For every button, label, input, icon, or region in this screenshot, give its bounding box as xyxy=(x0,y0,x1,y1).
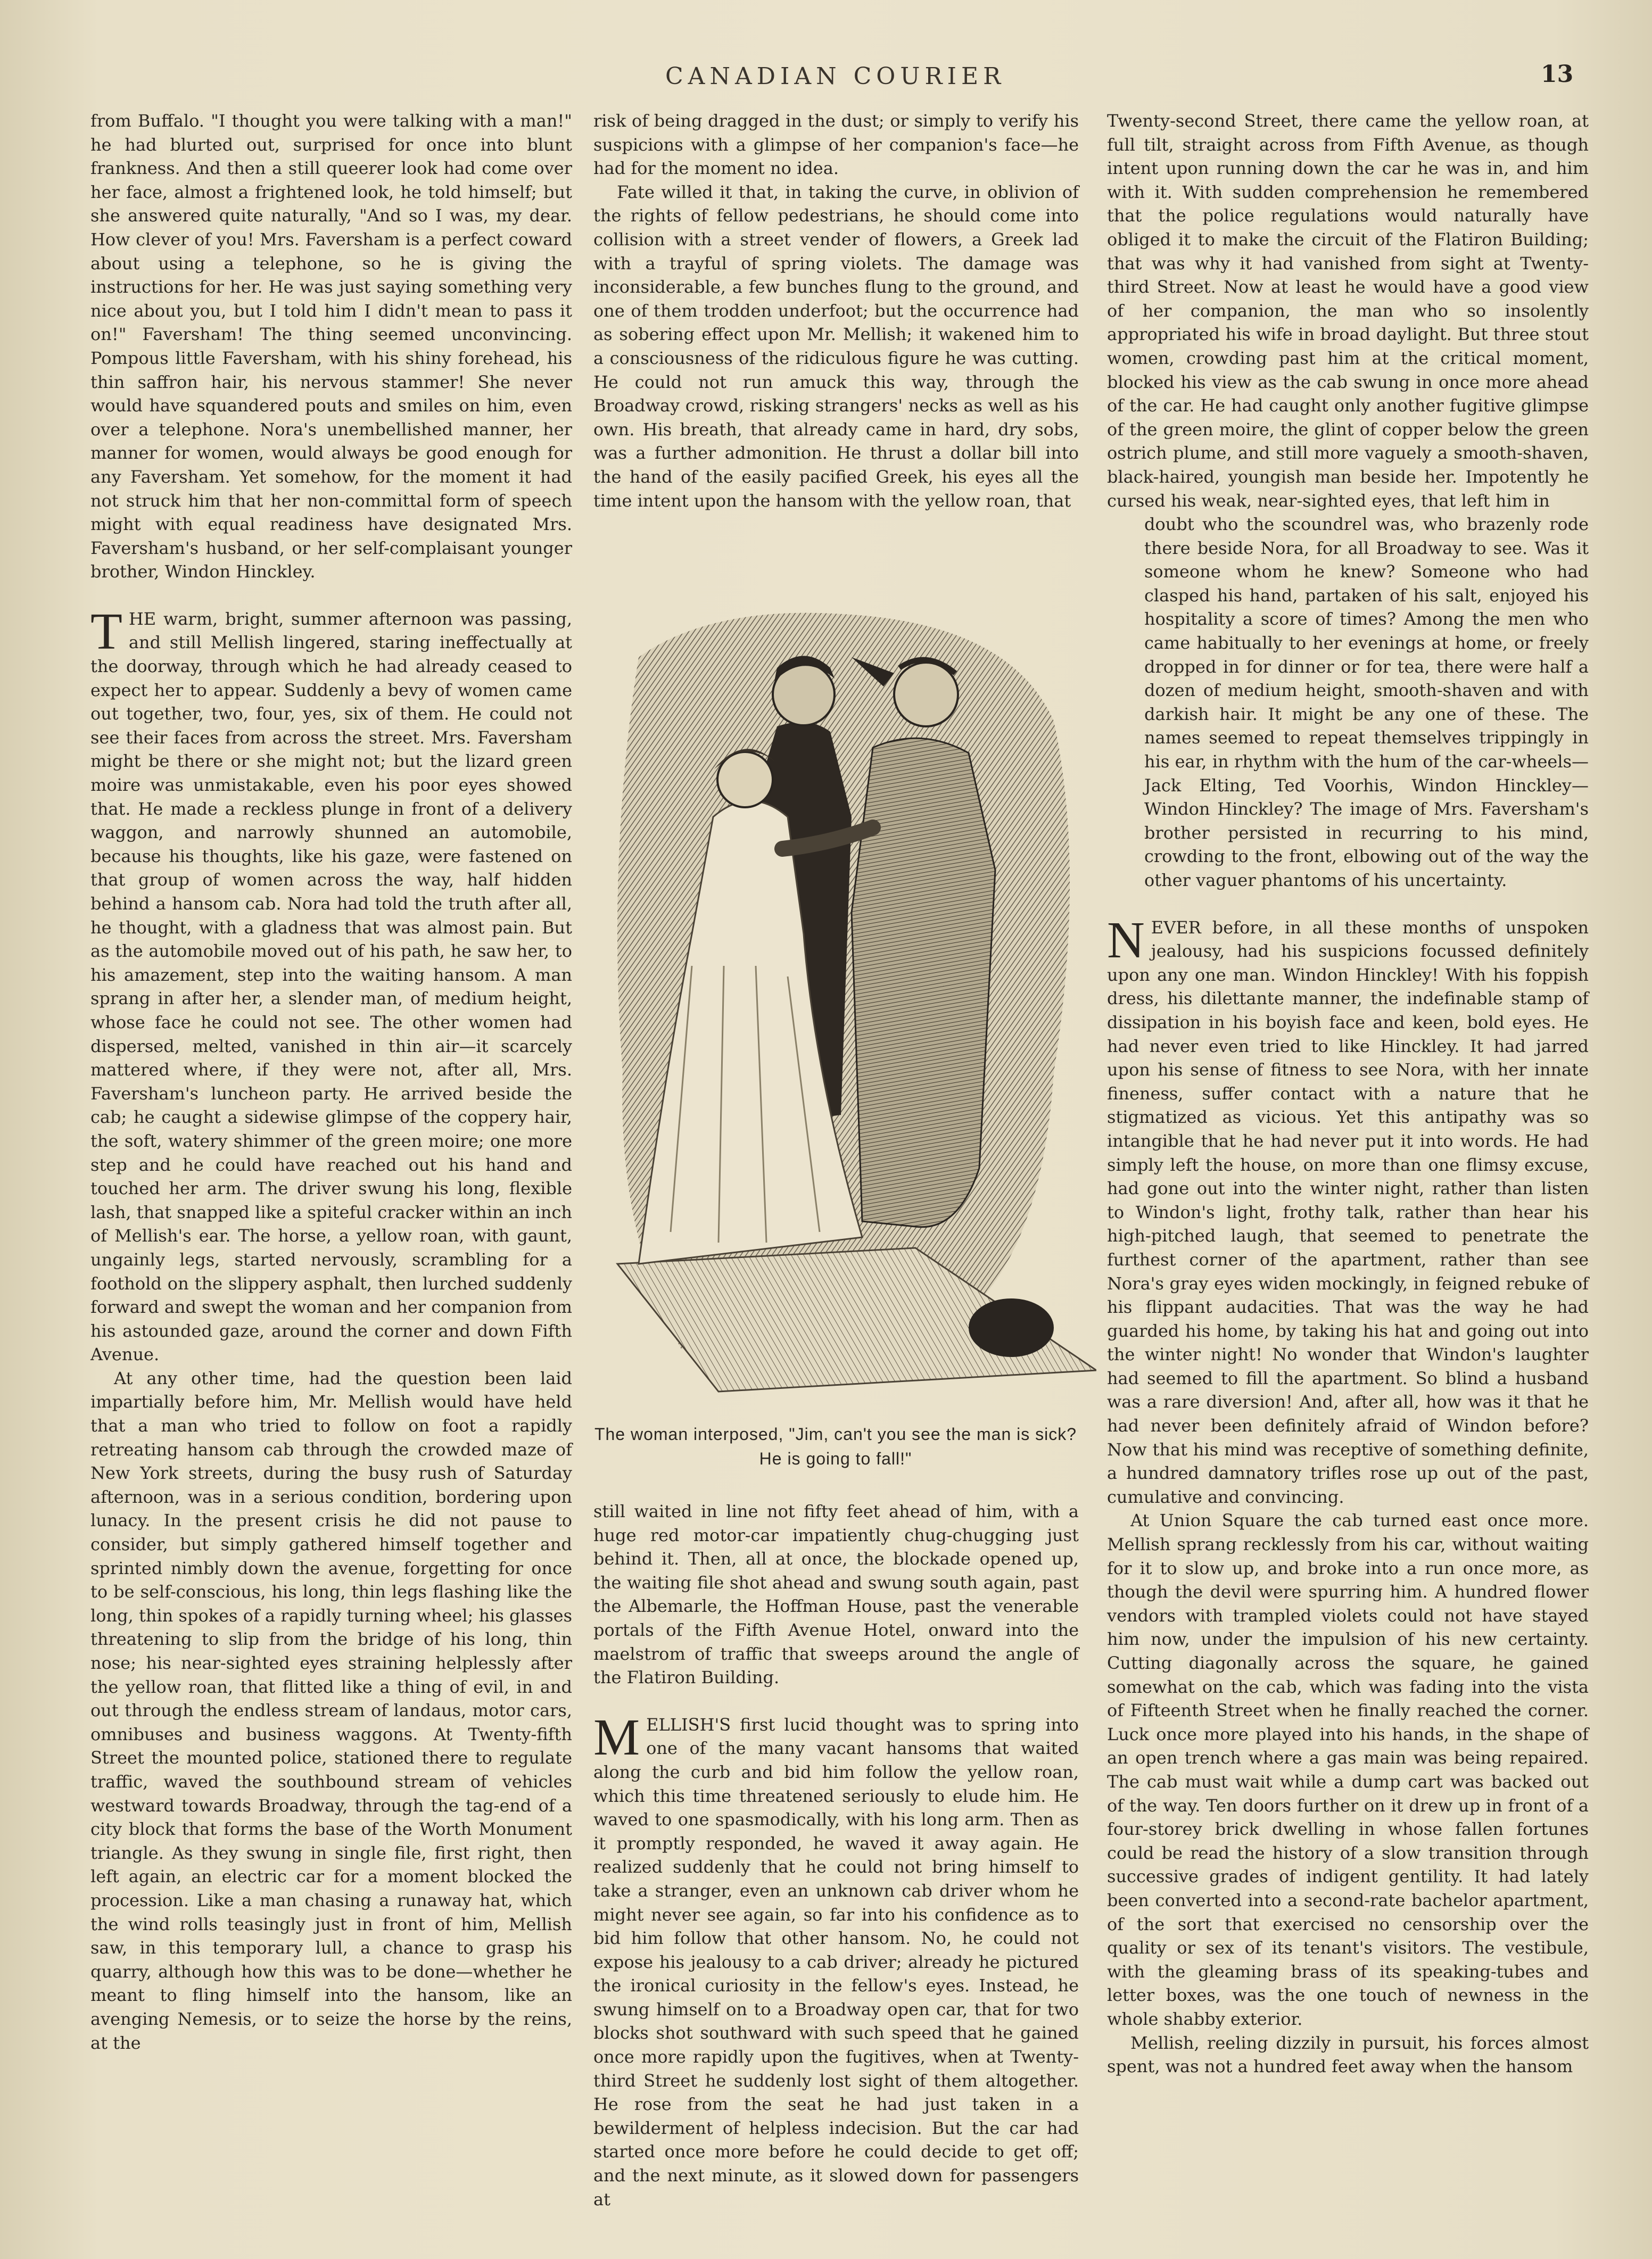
drop-cap: M xyxy=(593,1708,640,1766)
paragraph: Fate willed it that, in taking the curve, in oblivion of the rights of fellow pedestrians, he should come into collision with a street vender of flowers, a Greek lad with a trayful of spring violets. The damage was inconsiderable, a few bunches flung to the ground, and one of them trodden underfoot; but the occurrence had as sobering effect upon Mr. Mellish; it wakened him to a consciousness of the ridiculous figure he was cutting. He could not run amuck this way, through the Broadway crowd, risking strangers' necks as well as his own. His breath, that already came in hard, dry sobs, was a further admonition. He thrust a dollar bill into the hand of the easily pacified Greek, his eyes all the time intent upon the hansom with the yellow roan, that xyxy=(593,181,1079,511)
woman-head xyxy=(717,752,773,807)
section-gap xyxy=(90,584,572,607)
man-light-suit xyxy=(852,738,995,1227)
column-3 xyxy=(1107,109,1589,2079)
dark-hat-on-floor xyxy=(969,1298,1054,1357)
page-number: 13 xyxy=(1541,61,1574,88)
paragraph: Twenty-second Street, there came the yellow roan, at full tilt, straight across from Fifth Avenue, as though intent upon running down the car he was in, and him with it. With sudden comprehension he remembered that the police regulations would naturally have obliged it to make the circuit of the Flatiron Building; that was why it had vanished from sight at Twenty-third Street. Now at least he would have a good view of her companion, the man who so insolently appropriated his wife in broad daylight. But three stout women, crowding past him at the critical moment, blocked his view as the cab swung in once more ahead of the car. He had caught only another fugitive glimpse of the green moire, the glint of copper below the green ostrich plume, and still more vaguely a smooth-shaven, black-haired, youngish man beside her. Impotently he cursed his weak, near-sighted eyes, that left him in xyxy=(1107,111,1589,511)
man-light-head xyxy=(894,663,958,726)
paragraph: Mellish, reeling dizzily in pursuit, his forces almost spent, was not a hundred feet away when the hansom xyxy=(1107,2032,1589,2077)
illustration-drawing xyxy=(575,593,1096,1402)
illustration-caption xyxy=(543,1422,1128,1471)
section-gap xyxy=(1107,892,1589,916)
page-header xyxy=(0,63,1652,95)
running-title: CANADIAN COURIER xyxy=(665,63,1006,90)
paragraph-text: HE warm, bright, summer afternoon was passing, and still Mellish lingered, staring ineffectually at the doorway, through which he had already ceased to expect her to appear. Suddenly a bevy of women came out together, two, four, yes, six of them. He could not see their faces from across the street. Mrs. Faversham might be there or she might not; but the lizard green moire was unmistakable, even his poor eyes showed that. He made a reckless plunge in front of a delivery waggon, and narrowly shunned an automobile, because his thoughts, like his gaze, were fastened on that group of women across the way, half hidden behind a hansom cab. Nora had told the truth after all, he thought, with a gladness that was almost pain. But as the automobile moved out of his path, he saw her, to his amazement, step into the waiting hansom. A man sprang in after her, a slender man, of medium height, whose face he could not see. The other women had dispersed, melted, vanished in thin air—it scarcely mattered where, if they were not, after all, Mrs. Faversham's luncheon party. He arrived beside the cab; he caught a sidewise glimpse of the coppery hair, the soft, watery shimmer of the green moire; one more step and he could have reached out his hand and touched her arm. The driver swung his long, flexible lash, that snapped like a spiteful cracker within an inch of Mellish's ear. The horse, a yellow roan, with gaunt, ungainly legs, started nervously, scrambling for a foothold on the slippery asphalt, then lurched suddenly forward and swept the woman and her companion from his astounded gaze, around the corner and down Fifth Avenue. xyxy=(90,608,572,1365)
caption-line: The woman interposed, "Jim, can't you see the man is sick? xyxy=(594,1425,1077,1444)
column-2-lower xyxy=(593,1500,1079,2211)
paragraph: risk of being dragged in the dust; or simply to verify his suspicions with a glimpse of her companion's face—he had for the moment no idea. xyxy=(593,111,1079,179)
paragraph-with-dropcap xyxy=(1107,911,1589,1509)
paragraph: still waited in line not fifty feet ahead of him, with a huge red motor-car impatiently chug-chugging just behind it. Then, all at once, the blockade opened up, the waiting file shot ahead and swung south again, past the Albemarle, the Hoffman House, past the venerable portals of the Fifth Avenue Hotel, onward into the maelstrom of traffic that sweeps around the angle of the Flatiron Building. xyxy=(593,1501,1079,1688)
paragraph-with-dropcap xyxy=(593,1708,1079,2211)
column-1 xyxy=(90,109,572,2055)
paragraph-text: EVER before, in all these months of unspoken jealousy, had his suspicions focussed definitely upon any one man. Windon Hinckley! With his foppish dress, his dilettante manner, the indefinable stamp of dissipation in his boyish face and keen, bold eyes. He had never even tried to like Hinckley. It had jarred upon his sense of fitness to see Nora, with her innate fineness, suffer contact with a nature that he stigmatized as vicious. Yet this antipathy was so intangible that he had never put it into words. He had simply left the house, on more than one flimsy excuse, had gone out into the winter night, rather than listen to Windon's light, frothy talk, rather than hear his high-pitched laugh, that seemed to penetrate the furthest corner of the apartment, rather than see Nora's gray eyes widen mockingly, in feigned rebuke of his flippant audacities. That was the way he had guarded his home, by taking his hat and going out into the winter night! No wonder that Windon's laughter had seemed to fill the apartment. So blind a husband was a rare diversion! And, after all, how was it that he had never been definitely afraid of Windon before? Now that his mind was receptive of something definite, a hundred damnatory trifles rose up out of the past, cumulative and convincing. xyxy=(1107,917,1589,1507)
paragraph: from Buffalo. "I thought you were talking with a man!" he had blurted out, surprised for once into blunt frankness. And then a still queerer look had come over her face, almost a frightened look, he told himself; but she answered quite naturally, "And so I was, my dear. How clever of you! Mrs. Faversham is a perfect coward about using a telephone, so he is giving the instructions for her. He was just saying something very nice about you, but I told him I didn't mean to pass it on!" Faversham! The thing seemed unconvincing. Pompous little Faversham, with his shiny forehead, his thin saffron hair, his nervous stammer! She never would have squandered pouts and smiles on him, even over a telephone. Nora's unembellished manner, her manner for women, would always be good enough for any Faversham. Yet somehow, for the moment it had not struck him that her non-committal form of speech might with equal readiness have designated Mrs. Faversham's husband, or her self-complaisant younger brother, Windon Hinckley. xyxy=(90,111,572,582)
paragraph: At Union Square the cab turned east once more. Mellish sprang recklessly from his car, without waiting for it to slow up, and broke into a run once more, as though the devil were spurring him. A hundred flower vendors with trampled violets could not have stayed him now, under the impulsion of his new certainty. Cutting diagonally across the square, he gained somewhat on the cab, which was fading into the vista of Fifteenth Street when he finally reached the corner. Luck once more played into his hands, in the shape of an open trench where a gas main was being repaired. The cab must wait while a dump cart was backed out of the way. Ten doors further on it drew up in front of a four-storey brick dwelling in whose fallen fortunes could be read the history of a slow transition through successive grades of indigent gentility. It had lately been converted into a second-rate bachelor apartment, of the sort that exercised no censorship over the quality or sex of its tenant's visitors. The vestibule, with the gleaming brass of its speaking-tubes and letter boxes, was the one touch of newness in the whole shabby exterior. xyxy=(1107,1510,1589,2029)
drop-cap: T xyxy=(90,602,122,660)
section-gap xyxy=(593,1690,1079,1713)
paragraph: At any other time, had the question been laid impartially before him, Mr. Mellish would have held that a man who tried to follow on foot a rapidly retreating hansom cab through the crowded maze of New York streets, during the busy rush of Saturday afternoon, was in a serious condition, bordering upon lunacy. In the present crisis he did not pause to consider, but simply gathered himself together and sprinted nimbly down the avenue, forgetting for once to be self-conscious, his long, thin legs flashing like the long, thin spokes of a rapidly turning wheel; his glasses threatening to slip from the bridge of his long, thin nose; his near-sighted eyes straining helplessly after the yellow roan, that flitted like a thing of evil, in and out through the endless stream of landaus, motor cars, omnibuses and business waggons. At Twenty-fifth Street the mounted police, stationed there to regulate traffic, waved the southbound stream of vehicles westward towards Broadway, through the tag-end of a city block that forms the base of the Worth Monument triangle. As they swung in single file, first right, then left again, an electric car for a moment blocked the procession. Like a man chasing a runaway hat, which the wind rolls teasingly just in front of him, Mellish saw, in this temporary lull, a chance to grasp his quarry, although how this was to be done—whether he meant to fling himself into the hansom, like an avenging Nemesis, or to seize the horse by the reins, at the xyxy=(90,1368,572,2053)
paragraph-indented-block: doubt who the scoundrel was, who brazenly rode there beside Nora, for all Broadway to see. Was it someone whom he knew? Someone who had clasped his hand, partaken of his salt, enjoyed his hospitality a score of times? Among the men who came habitually to her evenings at home, or freely dropped in for dinner or for tea, there were half a dozen of medium height, smooth-shaven and with darkish hair. It might be any one of these. The names seemed to repeat themselves trippingly in his ear, in rhythm with the hum of the car-wheels—Jack Elting, Ted Voorhis, Windon Hinckley—Windon Hinckley? The image of Mrs. Faversham's brother persisted in recurring to his mind, crowding to the front, elbowing out of the way the other vaguer phantoms of his uncertainty. xyxy=(1144,514,1589,890)
paragraph-text: ELLISH'S first lucid thought was to spring into one of the many vacant hansoms that waited along the curb and bid him follow the yellow roan, which this time threatened seriously to elude him. He waved to one spasmodically, with his long arm. Then as it promptly responded, he waved it away again. He realized suddenly that he could not bring himself to take a stranger, even an unknown cab driver whom he might never see again, so far into his confidence as to bid him follow that other hansom. No, he could not expose his jealousy to a cab driver; already he pictured the ironical curiosity in the fellow's eyes. Instead, he swung himself on to a Broadway open car, that for two blocks shot southward with such speed that he gained once more rapidly upon the fugitives, when at Twenty-third Street he suddenly lost sight of them altogether. He rose from the seat he had just taken in a bewilderment of helpless indecision. But the car had started once more before he could decide to get off; and the next minute, as it slowed down for passengers at xyxy=(593,1714,1079,2210)
story-illustration xyxy=(575,593,1096,1402)
caption-line: He is going to fall!" xyxy=(759,1449,912,1468)
column-2 xyxy=(593,109,1079,512)
paragraph-with-dropcap xyxy=(90,602,572,1367)
drop-cap: N xyxy=(1107,911,1145,969)
